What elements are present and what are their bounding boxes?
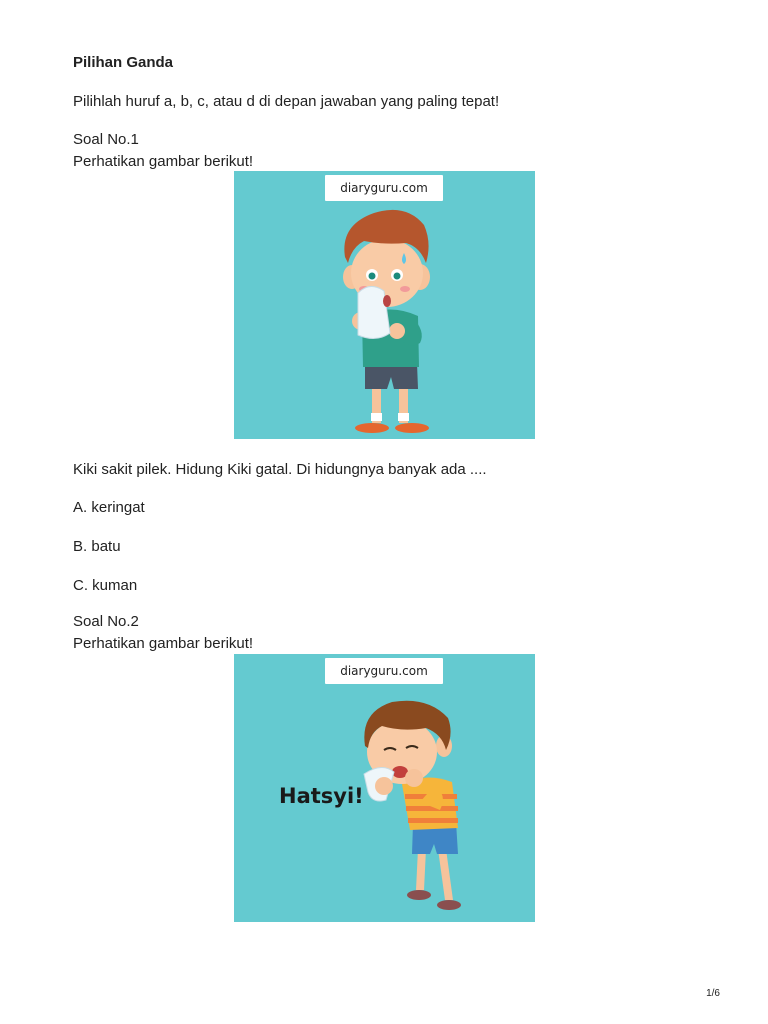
option-letter: A. (73, 499, 88, 516)
image-caption: Hatsyi! (279, 784, 364, 808)
option-letter: C. (73, 577, 88, 594)
option-b (73, 538, 121, 556)
question-1-number: Soal No.1 (73, 131, 139, 148)
question-2-number: Soal No.2 (73, 613, 139, 630)
image-watermark: diaryguru.com (325, 175, 443, 201)
image-watermark: diaryguru.com (325, 658, 443, 684)
option-letter: B. (73, 538, 88, 555)
option-c (73, 577, 137, 595)
question-2-prompt: Perhatikan gambar berikut! (73, 635, 254, 652)
question-1-image (234, 171, 535, 439)
question-1-text: Kiki sakit pilek. Hidung Kiki gatal. Di hidungnya banyak ada .... (73, 461, 487, 478)
instruction-text: Pilihlah huruf a, b, c, atau d di depan jawaban yang paling tepat! (73, 93, 500, 110)
option-a (73, 499, 145, 517)
question-2-image (234, 654, 535, 922)
option-text: keringat (91, 499, 145, 516)
page-number: 1/6 (706, 988, 720, 999)
option-text: batu (91, 538, 121, 555)
question-1-prompt: Perhatikan gambar berikut! (73, 153, 254, 170)
option-text: kuman (92, 577, 138, 594)
boy-blowing-nose-illustration (234, 171, 535, 439)
section-title: Pilihan Ganda (73, 54, 174, 71)
